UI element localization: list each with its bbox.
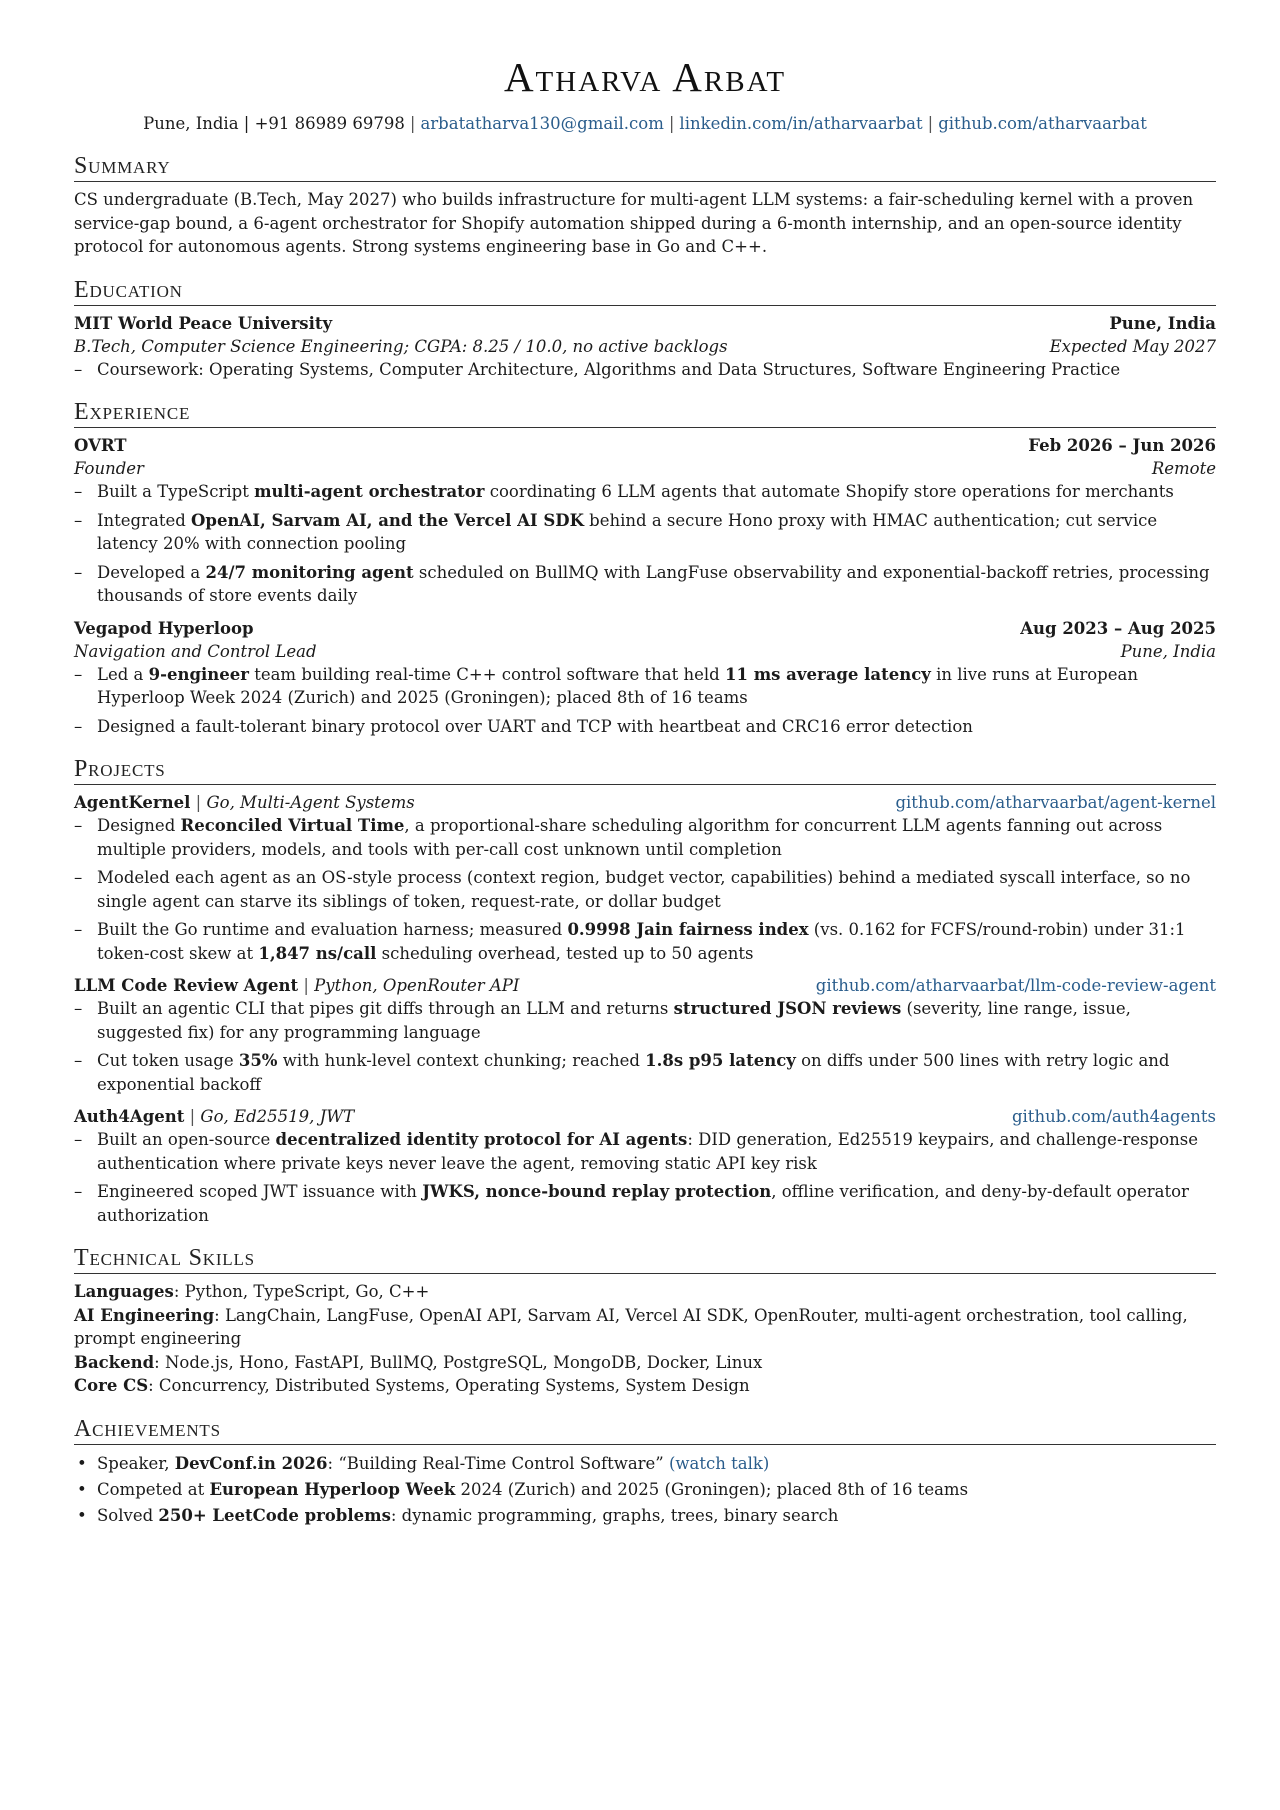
achievement-bold-text: 250+ LeetCode problems (158, 1505, 391, 1525)
bullet-item (74, 509, 1216, 556)
job-role: Navigation and Control Lead (74, 641, 317, 661)
experience-entry (74, 617, 1216, 739)
skill-row (74, 1280, 1216, 1304)
project-bullets (74, 997, 1216, 1096)
project-separator: | (298, 976, 315, 995)
experience-list (74, 434, 1216, 738)
bullet-text: Cut token usage (97, 1051, 239, 1070)
project-bullets (74, 814, 1216, 965)
bullet-text: team building real-time C++ control software that held (248, 664, 725, 684)
bullet-text: Modeled each agent as an OS-style process (context region, budget vector, capabilities) behind a mediated syscall interface, so no single agent can starve its siblings of token, request-rate, or dollar budget (97, 868, 1191, 911)
section-title-experience: Experience (74, 398, 1216, 428)
project-bullets (74, 1128, 1216, 1227)
section-title-skills: Technical Skills (74, 1244, 1216, 1274)
job-role: Founder (74, 459, 144, 478)
bullet-item (74, 866, 1216, 913)
project-link[interactable]: github.com/atharvaarbat/llm-code-review-agent (815, 976, 1216, 995)
achievement-text: Competed at (97, 1479, 210, 1499)
skill-value: : Concurrency, Distributed Systems, Operating Systems, System Design (148, 1376, 750, 1395)
achievement-text: Speaker, (97, 1453, 175, 1473)
email-link[interactable]: arbatatharva130@gmail.com (420, 114, 664, 133)
bullet-text: Built an agentic CLI that pipes git diffs through an LLM and returns (97, 999, 674, 1018)
project-title (74, 1105, 354, 1128)
bullet-item (74, 715, 1216, 739)
project-separator: | (190, 793, 207, 812)
skill-value: : Node.js, Hono, FastAPI, BullMQ, PostgreSQL, MongoDB, Docker, Linux (154, 1352, 763, 1372)
skill-value: : LangChain, LangFuse, OpenAI API, Sarvam AI, Vercel AI SDK, OpenRouter, multi-agent orchestration, tool calling, prompt engineering (74, 1305, 1188, 1348)
school-location: Pune, India (1109, 313, 1216, 333)
bullet-text: Designed (97, 816, 181, 835)
bullet-item (74, 561, 1216, 608)
contact-separator: | (668, 114, 675, 133)
bullet-item (74, 918, 1216, 965)
bullet-text: scheduled on BullMQ with LangFuse observability and exponential-backoff retries, processing thousands of store events daily (97, 562, 1210, 605)
achievement-item (74, 1503, 1216, 1529)
bullet-text: in live runs at European Hyperloop Week 2024 (Zurich) and 2025 (Groningen); placed 8th of 16 teams (97, 664, 1138, 707)
achievement-text: Solved (97, 1505, 159, 1525)
bullet-item (74, 997, 1216, 1044)
project-entry (74, 974, 1216, 1096)
project-name: Auth4Agent (74, 1107, 185, 1126)
skill-label: AI Engineering (74, 1305, 215, 1325)
experience-section (74, 398, 1216, 738)
bullet-bold-text: 1,847 ns/call (258, 943, 377, 963)
bullet-text: Built an open-source (97, 1130, 276, 1149)
project-name: LLM Code Review Agent (74, 976, 299, 995)
bullet-text: Built the Go runtime and evaluation harness; measured (97, 920, 568, 939)
project-list (74, 791, 1216, 1227)
experience-entry (74, 434, 1216, 608)
achievement-bold-text: DevConf.in 2026 (174, 1453, 328, 1473)
bullet-item (74, 1049, 1216, 1096)
bullet-bold-text: 1.8s p95 latency (645, 1051, 796, 1070)
project-separator: | (184, 1107, 201, 1126)
bullet-text: , offline verification, and deny-by-default operator authorization (97, 1182, 1189, 1225)
project-header-row (74, 791, 1216, 814)
graduation-date: Expected May 2027 (1049, 336, 1216, 356)
bullet-bold-text: 11 ms average latency (724, 664, 931, 684)
bullet-text: behind a secure Hono proxy with HMAC authentication; cut service latency 20% with connection pooling (97, 510, 1158, 553)
bullet-bold-text: Reconciled Virtual Time (180, 816, 405, 835)
bullet-item (74, 1128, 1216, 1175)
achievement-text: : “Building Real-Time Control Software” (327, 1453, 669, 1473)
skill-label: Backend (74, 1352, 155, 1372)
achievement-bold-text: European Hyperloop Week (209, 1479, 456, 1499)
bullet-text: , a proportional-share scheduling algorithm for concurrent LLM agents fanning out across multiple providers, models, and tools with per-call cost unknown until completion (97, 816, 1163, 859)
bullet-text: : DID generation, Ed25519 keypairs, and challenge-response authentication where private keys never leave the agent, removing static API key risk (97, 1130, 1198, 1173)
bullet-text: with hunk-level context chunking; reached (277, 1051, 646, 1070)
project-link[interactable]: github.com/atharvaarbat/agent-kernel (895, 793, 1216, 812)
github-link[interactable]: github.com/atharvaarbat (938, 114, 1147, 133)
project-header-row (74, 974, 1216, 997)
summary-section (74, 152, 1216, 259)
skills-section (74, 1244, 1216, 1398)
achievement-item (74, 1451, 1216, 1477)
degree: B.Tech, Computer Science Engineering; CGPA: 8.25 / 10.0, no active backlogs (74, 336, 728, 356)
project-name: AgentKernel (74, 793, 191, 812)
section-title-achievements: Achievements (74, 1415, 1216, 1445)
section-title-education: Education (74, 276, 1216, 306)
job-location: Remote (1151, 459, 1216, 478)
project-stack: Python, OpenRouter API (314, 976, 520, 995)
job-location: Pune, India (1120, 641, 1216, 661)
bullet-bold-text: 24/7 monitoring agent (205, 562, 414, 582)
bullet-item (74, 814, 1216, 861)
experience-subheader-row (74, 457, 1216, 480)
experience-bullets (74, 663, 1216, 739)
bullet-text: (vs. 0.162 for FCFS/round-robin) under 31:1 token-cost skew at (97, 920, 1186, 963)
bullet-bold-text: multi-agent orchestrator (254, 482, 485, 501)
achievement-text: 2024 (Zurich) and 2025 (Groningen); placed 8th of 16 teams (455, 1479, 969, 1499)
project-stack: Go, Multi-Agent Systems (206, 793, 415, 812)
skill-label: Languages (74, 1282, 174, 1301)
bullet-text: Integrated (97, 510, 192, 530)
project-title (74, 974, 519, 997)
experience-dates: Feb 2026 – Jun 2026 (1028, 436, 1216, 455)
bullet-text: Engineered scoped JWT issuance with (97, 1182, 423, 1201)
project-entry (74, 1105, 1216, 1227)
bullet-bold-text: structured JSON reviews (673, 999, 902, 1018)
bullet-text: on diffs under 500 lines with retry logic and exponential backoff (97, 1051, 1170, 1094)
watch-talk-link[interactable]: (watch talk) (669, 1453, 770, 1473)
bullet-item (74, 663, 1216, 710)
experience-header-row (74, 434, 1216, 457)
achievements-section (74, 1415, 1216, 1529)
contact-separator: | (927, 114, 934, 133)
bullet-text: (severity, line range, issue, suggested fix) for any programming language (97, 999, 1131, 1042)
experience-dates: Aug 2023 – Aug 2025 (1020, 618, 1216, 638)
skill-row (74, 1374, 1216, 1398)
summary-text: CS undergraduate (B.Tech, May 2027) who builds infrastructure for multi-agent LLM systems: a fair-scheduling kernel with a proven service-gap bound, a 6-agent orchestrator for Shopify automation shipped during a 6-month internship, and an open-source identity protocol for autonomous agents. Strong systems engineering base in Go and C++. (74, 190, 1194, 256)
bullet-text: coordinating 6 LLM agents that automate Shopify store operations for merchants (484, 482, 1174, 501)
candidate-name: Atharva Arbat (503, 54, 787, 100)
achievement-text: : dynamic programming, graphs, trees, binary search (390, 1505, 839, 1525)
section-title-projects: Projects (74, 755, 1216, 785)
projects-section (74, 755, 1216, 1227)
skill-label: Core CS (74, 1376, 149, 1395)
skill-list (74, 1280, 1216, 1398)
education-section (74, 276, 1216, 382)
section-title-summary: Summary (74, 152, 1216, 182)
contact-separator: | (409, 114, 416, 133)
achievement-item (74, 1477, 1216, 1503)
bullet-text: Built a TypeScript (97, 482, 255, 501)
location-phone: Pune, India | +91 86989 69798 (143, 114, 405, 133)
project-link[interactable]: github.com/auth4agents (1011, 1107, 1216, 1126)
bullet-text: Designed a fault-tolerant binary protocol over UART and TCP with heartbeat and CRC16 error detection (97, 716, 973, 736)
school-name: MIT World Peace University (74, 313, 333, 333)
bullet-text: Led a (97, 664, 149, 684)
skill-value: : Python, TypeScript, Go, C++ (173, 1282, 430, 1301)
bullet-bold-text: 9-engineer (148, 664, 249, 684)
experience-bullets (74, 480, 1216, 608)
project-entry (74, 791, 1216, 965)
coursework: – Coursework: Operating Systems, Computer Architecture, Algorithms and Data Structures, Software Engineering Practice (74, 358, 1216, 382)
organization-name: Vegapod Hyperloop (74, 618, 254, 638)
contact-line (74, 113, 1216, 135)
project-title (74, 791, 415, 814)
organization-name: OVRT (74, 436, 127, 455)
bullet-item (74, 480, 1216, 504)
bullet-text: Developed a (97, 562, 206, 582)
achievement-list (74, 1451, 1216, 1529)
skill-row (74, 1351, 1216, 1375)
bullet-bold-text: OpenAI, Sarvam AI, and the Vercel AI SDK (191, 510, 584, 530)
experience-header-row (74, 617, 1216, 640)
resume-page (74, 55, 1216, 1529)
bullet-bold-text: 0.9998 Jain fairness index (567, 920, 809, 939)
bullet-bold-text: JWKS, nonce-bound replay protection (422, 1182, 772, 1201)
bullet-bold-text: 35% (238, 1051, 278, 1070)
bullet-item (74, 1180, 1216, 1227)
linkedin-link[interactable]: linkedin.com/in/atharvaarbat (679, 114, 923, 133)
experience-subheader-row (74, 640, 1216, 663)
skill-row (74, 1304, 1216, 1351)
bullet-text: scheduling overhead, tested up to 50 agents (376, 943, 754, 963)
project-stack: Go, Ed25519, JWT (200, 1107, 355, 1126)
bullet-bold-text: decentralized identity protocol for AI agents (275, 1130, 688, 1149)
project-header-row (74, 1105, 1216, 1128)
